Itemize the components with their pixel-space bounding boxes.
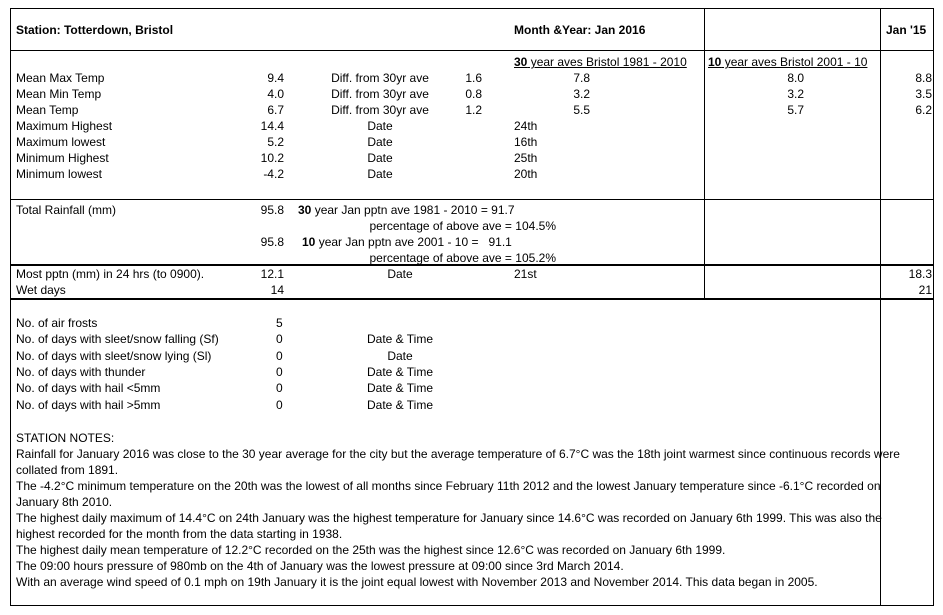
temp-row-ave10: 8.0 [787, 71, 804, 85]
rain-ave30-text: year Jan pptn ave 1981 - 2010 = [311, 203, 488, 217]
rain-pct30-val: 104.5% [515, 219, 556, 233]
temp-row-date: 16th [514, 135, 538, 149]
note-line: The 09:00 hours pressure of 980mb on the 4th of January was the lowest pressure at 09:00 since 3rd March 2014. [16, 559, 624, 573]
temp-row-label: Maximum Highest [16, 119, 113, 133]
month-year: Month &Year: Jan 2016 [514, 23, 646, 37]
pptn-mid: Date [387, 267, 413, 281]
day-row-value: 0 [276, 348, 283, 363]
day-row-value: 0 [276, 381, 283, 396]
pptn-prev: 18.3 [908, 267, 932, 281]
temp-row-value: 9.4 [267, 71, 284, 85]
temp-row-mid: Date [367, 167, 393, 181]
temp-row-label: Minimum lowest [16, 167, 103, 181]
temps-rule [10, 199, 934, 200]
temp-row-diff: 0.8 [465, 87, 482, 101]
temp-row-value: 10.2 [260, 151, 284, 165]
rain-ave10-val: 91.1 [488, 235, 512, 249]
notes-list [16, 446, 916, 590]
day-row-value: 0 [276, 364, 283, 379]
day-row-label: No. of days with thunder [16, 364, 146, 379]
prev-year-heading: Jan '15 [886, 23, 927, 37]
temp-row-date: 25th [514, 151, 538, 165]
temp-row-value: -4.2 [263, 167, 284, 181]
temp-row-value: 5.2 [267, 135, 284, 149]
day-row-label: No. of days with hail <5mm [16, 381, 161, 396]
note-line: With an average wind speed of 0.1 mph on 19th January it is the joint equal lowest with November 2013 and November 2014. This data began in 2005. [16, 575, 818, 589]
temp-row-prev: 6.2 [915, 103, 932, 117]
temp-row-mid: Diff. from 30yr ave [331, 71, 429, 85]
ave10-heading: 10 year aves Bristol 2001 - 10 [708, 55, 868, 69]
temp-row-ave30: 7.8 [573, 71, 590, 85]
pptn-date: 21st [514, 267, 537, 281]
rain-ave30-bold: 30 [298, 203, 312, 217]
rain-ave10-line [302, 234, 512, 250]
temp-row-diff: 1.2 [465, 103, 482, 117]
temp-row-mid: Diff. from 30yr ave [331, 103, 429, 117]
wet-days-label: Wet days [16, 283, 66, 297]
rain-pct10-val: 105.2% [515, 251, 556, 265]
rain-value-1: 95.8 [260, 203, 284, 217]
temp-row-mid: Diff. from 30yr ave [331, 87, 429, 101]
temp-row-date: 20th [514, 167, 538, 181]
day-row-mid: Date & Time [366, 381, 434, 396]
day-row-label: No. of days with sleet/snow lying (Sl) [16, 348, 212, 363]
temp-row-ave10: 5.7 [787, 103, 804, 117]
temp-row-diff: 1.6 [465, 71, 482, 85]
col-divider-1 [704, 8, 705, 298]
ave30-heading-text: year aves Bristol 1981 - 2010 [527, 55, 687, 69]
pptn-rule [10, 298, 934, 300]
temp-row-ave30: 3.2 [573, 87, 590, 101]
day-row-mid: Date & Time [366, 364, 434, 379]
rain-value-2: 95.8 [260, 235, 284, 249]
day-row-mid: Date & Time [366, 332, 434, 347]
wet-days-prev: 21 [918, 283, 932, 297]
note-line: Rainfall for January 2016 was close to the 30 year average for the city but the average temperature of 6.7°C was the 18th joint warmest since continuous records were collated from 1891. [16, 447, 900, 477]
day-row-value: 0 [276, 332, 283, 347]
temp-row-ave30: 5.5 [573, 103, 590, 117]
day-row-value: 0 [276, 397, 283, 412]
temp-row-ave10: 3.2 [787, 87, 804, 101]
rain-pct30-text: percentage of above ave = [369, 219, 512, 233]
ave30-heading: 30 year aves Bristol 1981 - 2010 [514, 55, 687, 69]
day-row-value: 5 [276, 316, 283, 330]
notes-title: STATION NOTES: [16, 431, 115, 445]
rain-ave30-line [298, 202, 515, 218]
header-rule [10, 50, 934, 51]
temp-row-label: Mean Min Temp [16, 87, 102, 101]
pptn-label: Most pptn (mm) in 24 hrs (to 0900). [16, 267, 205, 281]
rain-pct10-text: percentage of above ave = [369, 251, 512, 265]
temp-row-mid: Date [367, 135, 393, 149]
day-row-label: No. of days with sleet/snow falling (Sf) [16, 332, 219, 347]
rain-pct30-line [300, 218, 556, 234]
temp-row-label: Minimum Highest [16, 151, 109, 165]
temp-row-label: Mean Max Temp [16, 71, 105, 85]
station-notes [16, 430, 916, 590]
day-row-mid: Date [387, 348, 413, 363]
pptn-value: 12.1 [260, 267, 284, 281]
col-divider-2 [880, 8, 881, 298]
temp-row-value: 6.7 [267, 103, 284, 117]
rain-label: Total Rainfall (mm) [16, 203, 117, 217]
temp-row-mid: Date [367, 119, 393, 133]
station-title: Station: Totterdown, Bristol [16, 23, 174, 37]
wet-days-value: 14 [270, 283, 284, 297]
rain-ave10-text: year Jan pptn ave 2001 - 10 = [315, 235, 479, 249]
temp-row-value: 14.4 [260, 119, 284, 133]
temp-row-mid: Date [367, 151, 393, 165]
note-line: The -4.2°C minimum temperature on the 20th was the lowest of all months since February 11th 2012 and the lowest January temperature since -6.1°C recorded on January 8th 2010. [16, 479, 881, 509]
rain-ave30-val: 91.7 [491, 203, 515, 217]
rain-ave10-bold: 10 [302, 235, 316, 249]
day-row-label: No. of days with hail >5mm [16, 397, 161, 412]
day-row-mid: Date & Time [366, 397, 434, 412]
rain-pct10-line [300, 250, 556, 266]
temp-row-prev: 8.8 [915, 71, 932, 85]
day-row-label: No. of air frosts [16, 316, 98, 330]
note-line: The highest daily mean temperature of 12.2°C recorded on the 25th was the highest since 12.6°C was recorded on January 6th 1999. [16, 543, 726, 557]
temp-row-date: 24th [514, 119, 538, 133]
temp-row-label: Maximum lowest [16, 135, 106, 149]
temp-row-prev: 3.5 [915, 87, 932, 101]
note-line: The highest daily maximum of 14.4°C on 24th January was the highest temperature for January since 14.6°C was recorded on January 6th 1999. This was also the highest recorded for the month from the data starting in 1938. [16, 511, 882, 541]
temp-row-value: 4.0 [267, 87, 284, 101]
temp-row-label: Mean Temp [16, 103, 79, 117]
ave10-heading-text: year aves Bristol 2001 - 10 [721, 55, 868, 69]
